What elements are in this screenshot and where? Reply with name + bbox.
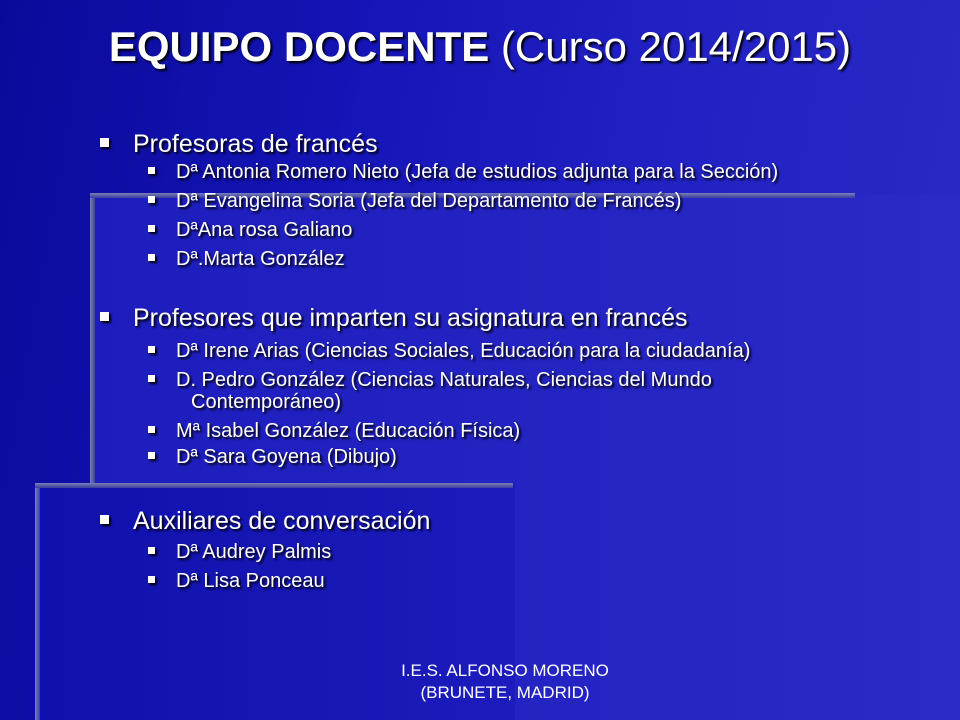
list-item [148, 369, 712, 391]
square-bullet-icon [148, 547, 155, 554]
list-item-label: Dª Sara Goyena (Dibujo) [176, 446, 397, 468]
square-bullet-icon [148, 167, 155, 174]
list-item-label: DªAna rosa Galiano [176, 219, 353, 241]
list-item-label: Dª Lisa Ponceau [176, 570, 325, 592]
list-item-label: Dª.Marta González [176, 248, 345, 270]
panel-edge-vertical-lower [35, 483, 40, 720]
list-item-label: Contemporáneo) [191, 391, 342, 413]
list-item [148, 541, 331, 563]
section-heading-profesores [100, 304, 687, 332]
title-normal: (Curso 2014/2015) [500, 23, 852, 70]
panel-edge-horizontal-lower [35, 483, 513, 488]
square-bullet-icon [148, 225, 155, 232]
slide-footer [330, 660, 680, 704]
square-bullet-icon [100, 515, 109, 524]
list-item [148, 570, 325, 592]
square-bullet-icon [148, 576, 155, 583]
section-heading-profesoras [100, 130, 378, 158]
list-item [148, 420, 520, 442]
square-bullet-icon [148, 346, 155, 353]
list-item-label: Dª Irene Arias (Ciencias Sociales, Educación para la ciudadanía) [176, 340, 751, 362]
square-bullet-icon [100, 138, 109, 147]
section-heading-auxiliares [100, 507, 430, 535]
section-heading-label: Profesores que imparten su asignatura en francés [133, 304, 688, 332]
list-item [148, 190, 681, 212]
footer-line-2: (BRUNETE, MADRID) [420, 683, 590, 702]
square-bullet-icon [148, 375, 155, 382]
list-item-label: D. Pedro González (Ciencias Naturales, Ciencias del Mundo [176, 369, 712, 391]
list-item-label: Mª Isabel González (Educación Física) [176, 420, 521, 442]
list-item-continuation [148, 391, 341, 413]
square-bullet-icon [148, 426, 155, 433]
list-item [148, 340, 750, 362]
square-bullet-icon [100, 312, 109, 321]
section-heading-label: Auxiliares de conversación [133, 507, 431, 535]
section-heading-label: Profesoras de francés [133, 130, 378, 158]
slide-title [0, 20, 960, 74]
square-bullet-icon [148, 254, 155, 261]
list-item-label: Dª Audrey Palmis [176, 541, 332, 563]
list-item [148, 219, 352, 241]
square-bullet-icon [148, 196, 155, 203]
list-item [148, 446, 397, 468]
list-item [148, 248, 345, 270]
panel-edge-vertical-upper [90, 195, 95, 483]
list-item-label: Dª Evangelina Soria (Jefa del Departamento de Francés) [176, 190, 682, 212]
list-item [148, 161, 778, 183]
list-item-label: Dª Antonia Romero Nieto (Jefa de estudios adjunta para la Sección) [176, 161, 779, 183]
footer-line-1: I.E.S. ALFONSO MORENO [401, 661, 609, 680]
square-bullet-icon [148, 452, 155, 459]
title-bold: EQUIPO DOCENTE [108, 23, 490, 70]
